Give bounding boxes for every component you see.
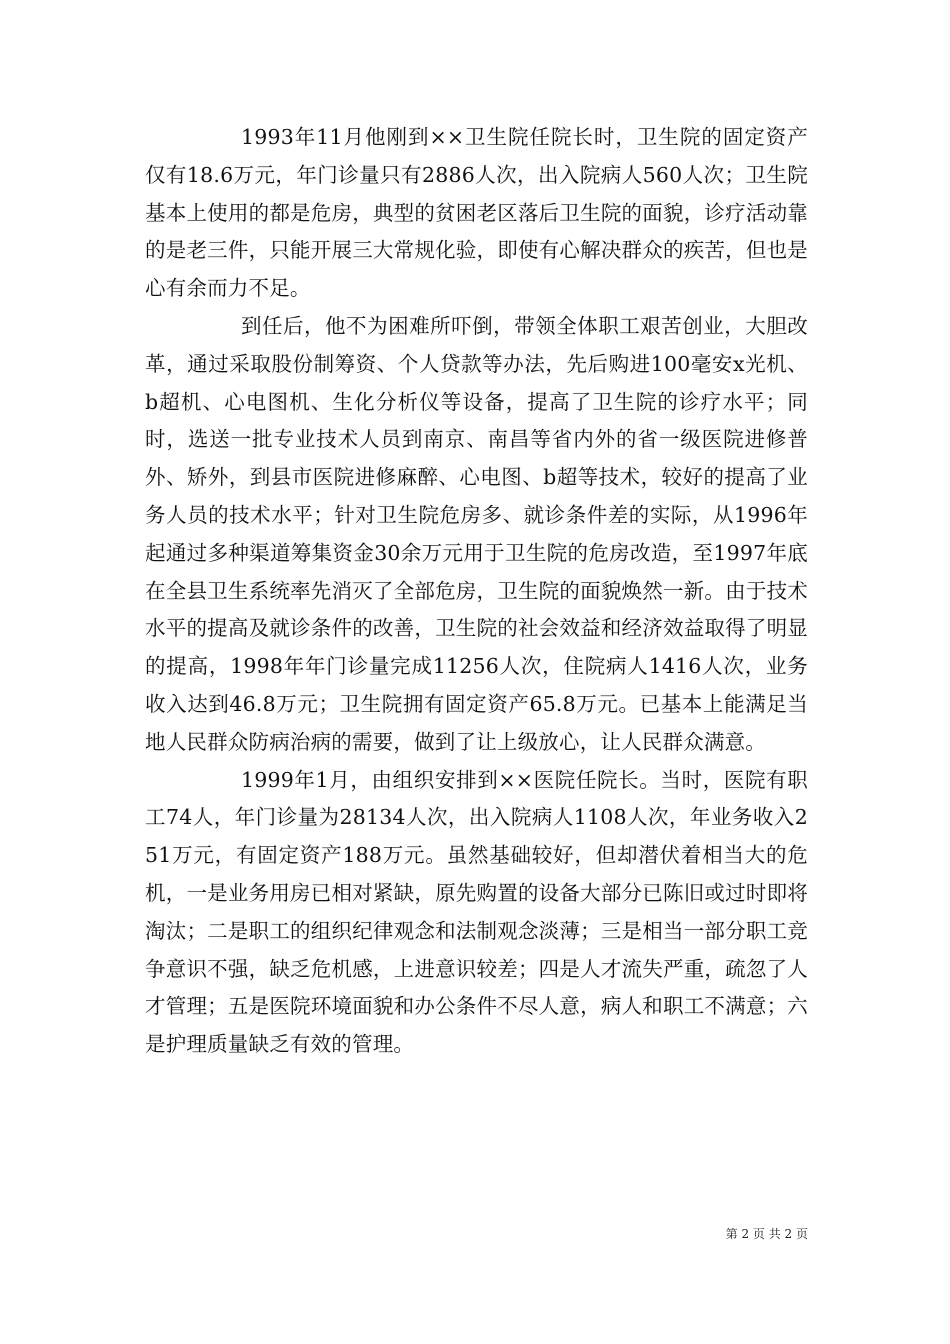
paragraph-1: 1993年11月他刚到××卫生院任院长时，卫生院的固定资产仅有18.6万元，年门诊量只有2886人次，出入院病人560人次；卫生院基本上使用的都是危房，典型的贫困老区落后卫生院的面貌，诊疗活动靠的是老三件，只能开展三大常规化验，即使有心解决群众的疾苦，但也是心有余而力不足。 xyxy=(145,125,808,301)
paragraph-3: 1999年1月，由组织安排到××医院任院长。当时，医院有职工74人，年门诊量为28134人次，出入院病人1108人次，年业务收入251万元，有固定资产188万元。虽然基础较好，但却潜伏着相当大的危机，一是业务用房已相对紧缺，原先购置的设备大部分已陈旧或过时即将淘汰；二是职工的组织纪律观念和法制观念淡薄；三是相当一部分职工竞争意识不强，缺乏危机感，上进意识较差；四是人才流失严重，疏忽了人才管理；五是医院环境面貌和办公条件不尽人意，病人和职工不满意；六是护理质量缺乏有效的管理。 xyxy=(145,767,808,1057)
page-number-footer: 第 2 页 共 2 页 xyxy=(725,1227,808,1241)
document-body xyxy=(145,119,808,1064)
paragraph-2: 到任后，他不为困难所吓倒，带领全体职工艰苦创业，大胆改革，通过采取股份制筹资、个人贷款等办法，先后购进100毫安x光机、b超机、心电图机、生化分析仪等设备，提高了卫生院的诊疗水平；同时，选送一批专业技术人员到南京、南昌等省内外的省一级医院进修普外、矫外，到县市医院进修麻醉、心电图、b超等技术，较好的提高了业务人员的技术水平；针对卫生院危房多、就诊条件差的实际，从1996年起通过多种渠道筹集资金30余万元用于卫生院的危房改造，至1997年底在全县卫生系统率先消灭了全部危房，卫生院的面貌焕然一新。由于技术水平的提高及就诊条件的改善，卫生院的社会效益和经济效益取得了明显的提高，1998年年门诊量完成11256人次，住院病人1416人次，业务收入达到46.8万元；卫生院拥有固定资产65.8万元。已基本上能满足当地人民群众防病治病的需要，做到了让上级放心，让人民群众满意。 xyxy=(145,313,808,754)
